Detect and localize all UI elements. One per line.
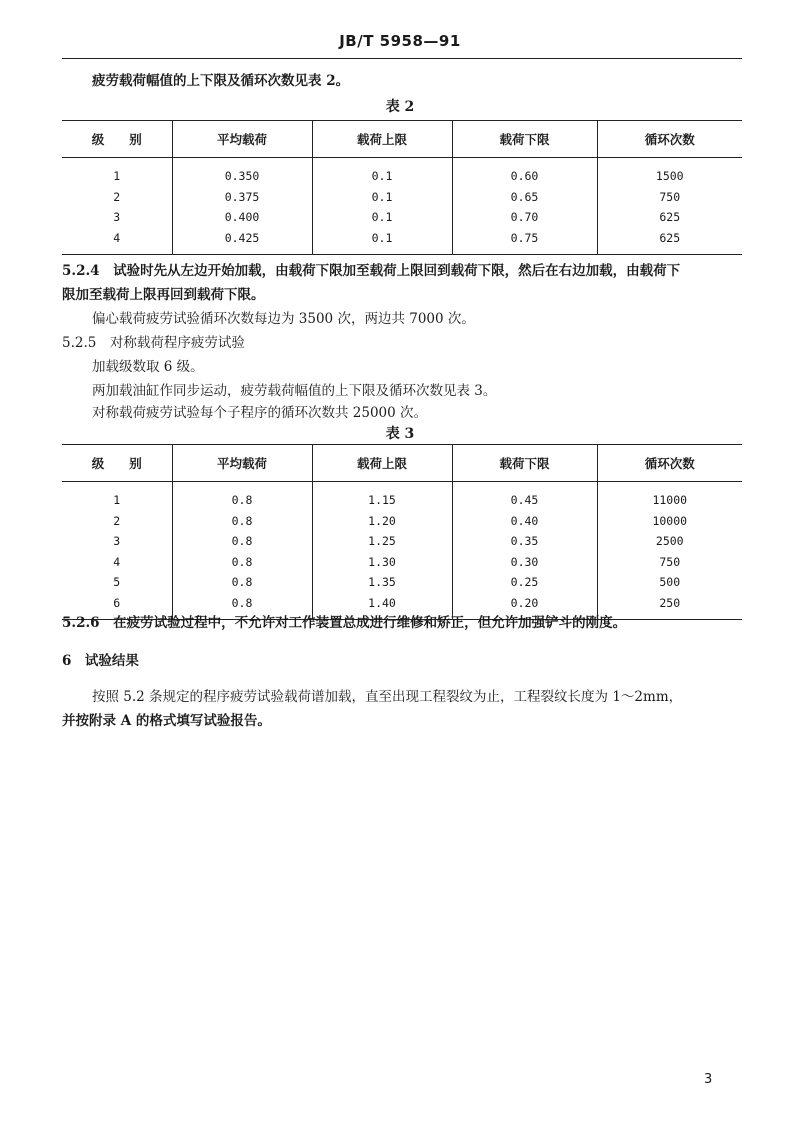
table-cell: 1500 (597, 158, 742, 187)
table-cell: 10000 (597, 511, 742, 532)
column-header: 级 别 (62, 445, 172, 482)
table-cell: 0.8 (172, 572, 312, 593)
table-cell: 625 (597, 207, 742, 228)
table-cell: 11000 (597, 482, 742, 511)
table-row (62, 228, 742, 255)
column-header: 载荷上限 (312, 445, 452, 482)
table-cell: 2500 (597, 531, 742, 552)
table-3 (62, 444, 742, 620)
section-5-2-4-line3: 偏心载荷疲劳试验循环次数每边为 3500 次，两边共 7000 次。 (92, 311, 475, 327)
table-cell: 0.40 (452, 511, 597, 532)
table-cell: 6 (62, 593, 172, 620)
table-cell: 1.30 (312, 552, 452, 573)
section-6-line2: 并按附录 A 的格式填写试验报告。 (62, 713, 271, 729)
table-cell: 250 (597, 593, 742, 620)
column-header: 级 别 (62, 121, 172, 158)
table-cell: 1 (113, 169, 121, 184)
table-cell: 0.60 (452, 158, 597, 187)
table3-caption: 表 3 (385, 426, 415, 442)
column-header: 载荷上限 (312, 121, 452, 158)
table-cell: 3 (113, 534, 121, 549)
table-cell: 0.8 (172, 531, 312, 552)
table-cell: 0.8 (172, 511, 312, 532)
table-cell: 1.20 (312, 511, 452, 532)
table-cell: 0.65 (452, 187, 597, 208)
column-header: 循环次数 (597, 121, 742, 158)
column-header: 载荷下限 (452, 121, 597, 158)
table-cell: 0.1 (312, 228, 452, 255)
section-5-2-5-line3: 对称载荷疲劳试验每个子程序的循环次数共 25000 次。 (92, 405, 428, 421)
table2-caption: 表 2 (385, 99, 415, 115)
standard-code-header: JB/T 5958—91 (339, 32, 461, 50)
table-row (62, 187, 742, 208)
table-row (62, 482, 742, 511)
section-6-line1: 按照 5.2 条规定的程序疲劳试验载荷谱加载，直至出现工程裂纹为止，工程裂纹长度为 1～2mm， (92, 689, 683, 705)
table-2 (62, 120, 742, 255)
table-cell: 1.25 (312, 531, 452, 552)
table-cell: 3 (113, 210, 121, 225)
table-cell: 0.8 (172, 482, 312, 511)
section-5-2-5-line1: 加载级数取 6 级。 (92, 359, 204, 375)
table-cell: 0.375 (172, 187, 312, 208)
column-header: 平均载荷 (172, 121, 312, 158)
section-6-title: 6 试验结果 (62, 653, 139, 669)
section-5-2-6: 5.2.6 在疲劳试验过程中，不允许对工作装置总成进行维修和矫正，但允许加强铲斗的刚度。 (62, 615, 627, 631)
table-row (62, 511, 742, 532)
table-cell: 0.75 (452, 228, 597, 255)
table-row (62, 531, 742, 552)
header-rule (62, 58, 742, 59)
table-cell: 0.1 (312, 207, 452, 228)
table-cell: 0.25 (452, 572, 597, 593)
section-5-2-4-line2: 限加至载荷上限再回到载荷下限。 (62, 287, 265, 303)
table-cell: 1.15 (312, 482, 452, 511)
table-cell: 625 (597, 228, 742, 255)
table-header-row (62, 121, 742, 158)
table-cell: 0.20 (452, 593, 597, 620)
column-header: 循环次数 (597, 445, 742, 482)
table-cell: 4 (62, 228, 172, 255)
table-row (62, 158, 742, 187)
table-cell: 0.1 (312, 158, 452, 187)
table-cell: 2 (113, 513, 121, 528)
table-cell: 5 (113, 575, 121, 590)
column-header: 平均载荷 (172, 445, 312, 482)
table-cell: 750 (597, 187, 742, 208)
table-cell: 0.8 (172, 552, 312, 573)
table-cell: 0.30 (452, 552, 597, 573)
table-cell: 750 (597, 552, 742, 573)
table-cell: 0.70 (452, 207, 597, 228)
table-cell: 0.425 (172, 228, 312, 255)
table-cell: 1 (113, 493, 121, 508)
table-cell: 0.400 (172, 207, 312, 228)
page-number: 3 (704, 1072, 713, 1087)
column-header: 载荷下限 (452, 445, 597, 482)
table-cell: 4 (113, 554, 121, 569)
section-5-2-5-line2: 两加载油缸作同步运动，疲劳载荷幅值的上下限及循环次数见表 3。 (92, 383, 497, 399)
section-5-2-5-title: 5.2.5 对称载荷程序疲劳试验 (62, 335, 245, 351)
table-cell: 1.35 (312, 572, 452, 593)
table-cell: 0.45 (452, 482, 597, 511)
table-cell: 1.40 (312, 593, 452, 620)
table-row (62, 207, 742, 228)
table-row (62, 552, 742, 573)
intro-paragraph: 疲劳载荷幅值的上下限及循环次数见表 2。 (92, 73, 350, 89)
table-header-row (62, 445, 742, 482)
table-cell: 2 (113, 189, 121, 204)
table-cell: 0.35 (452, 531, 597, 552)
table-cell: 0.1 (312, 187, 452, 208)
table-cell: 0.8 (172, 593, 312, 620)
table-row (62, 572, 742, 593)
table-cell: 500 (597, 572, 742, 593)
section-5-2-4-line1: 5.2.4 试验时先从左边开始加载，由载荷下限加至载荷上限回到载荷下限，然后在右边加载，由载荷下 (62, 263, 681, 279)
table-cell: 0.350 (172, 158, 312, 187)
